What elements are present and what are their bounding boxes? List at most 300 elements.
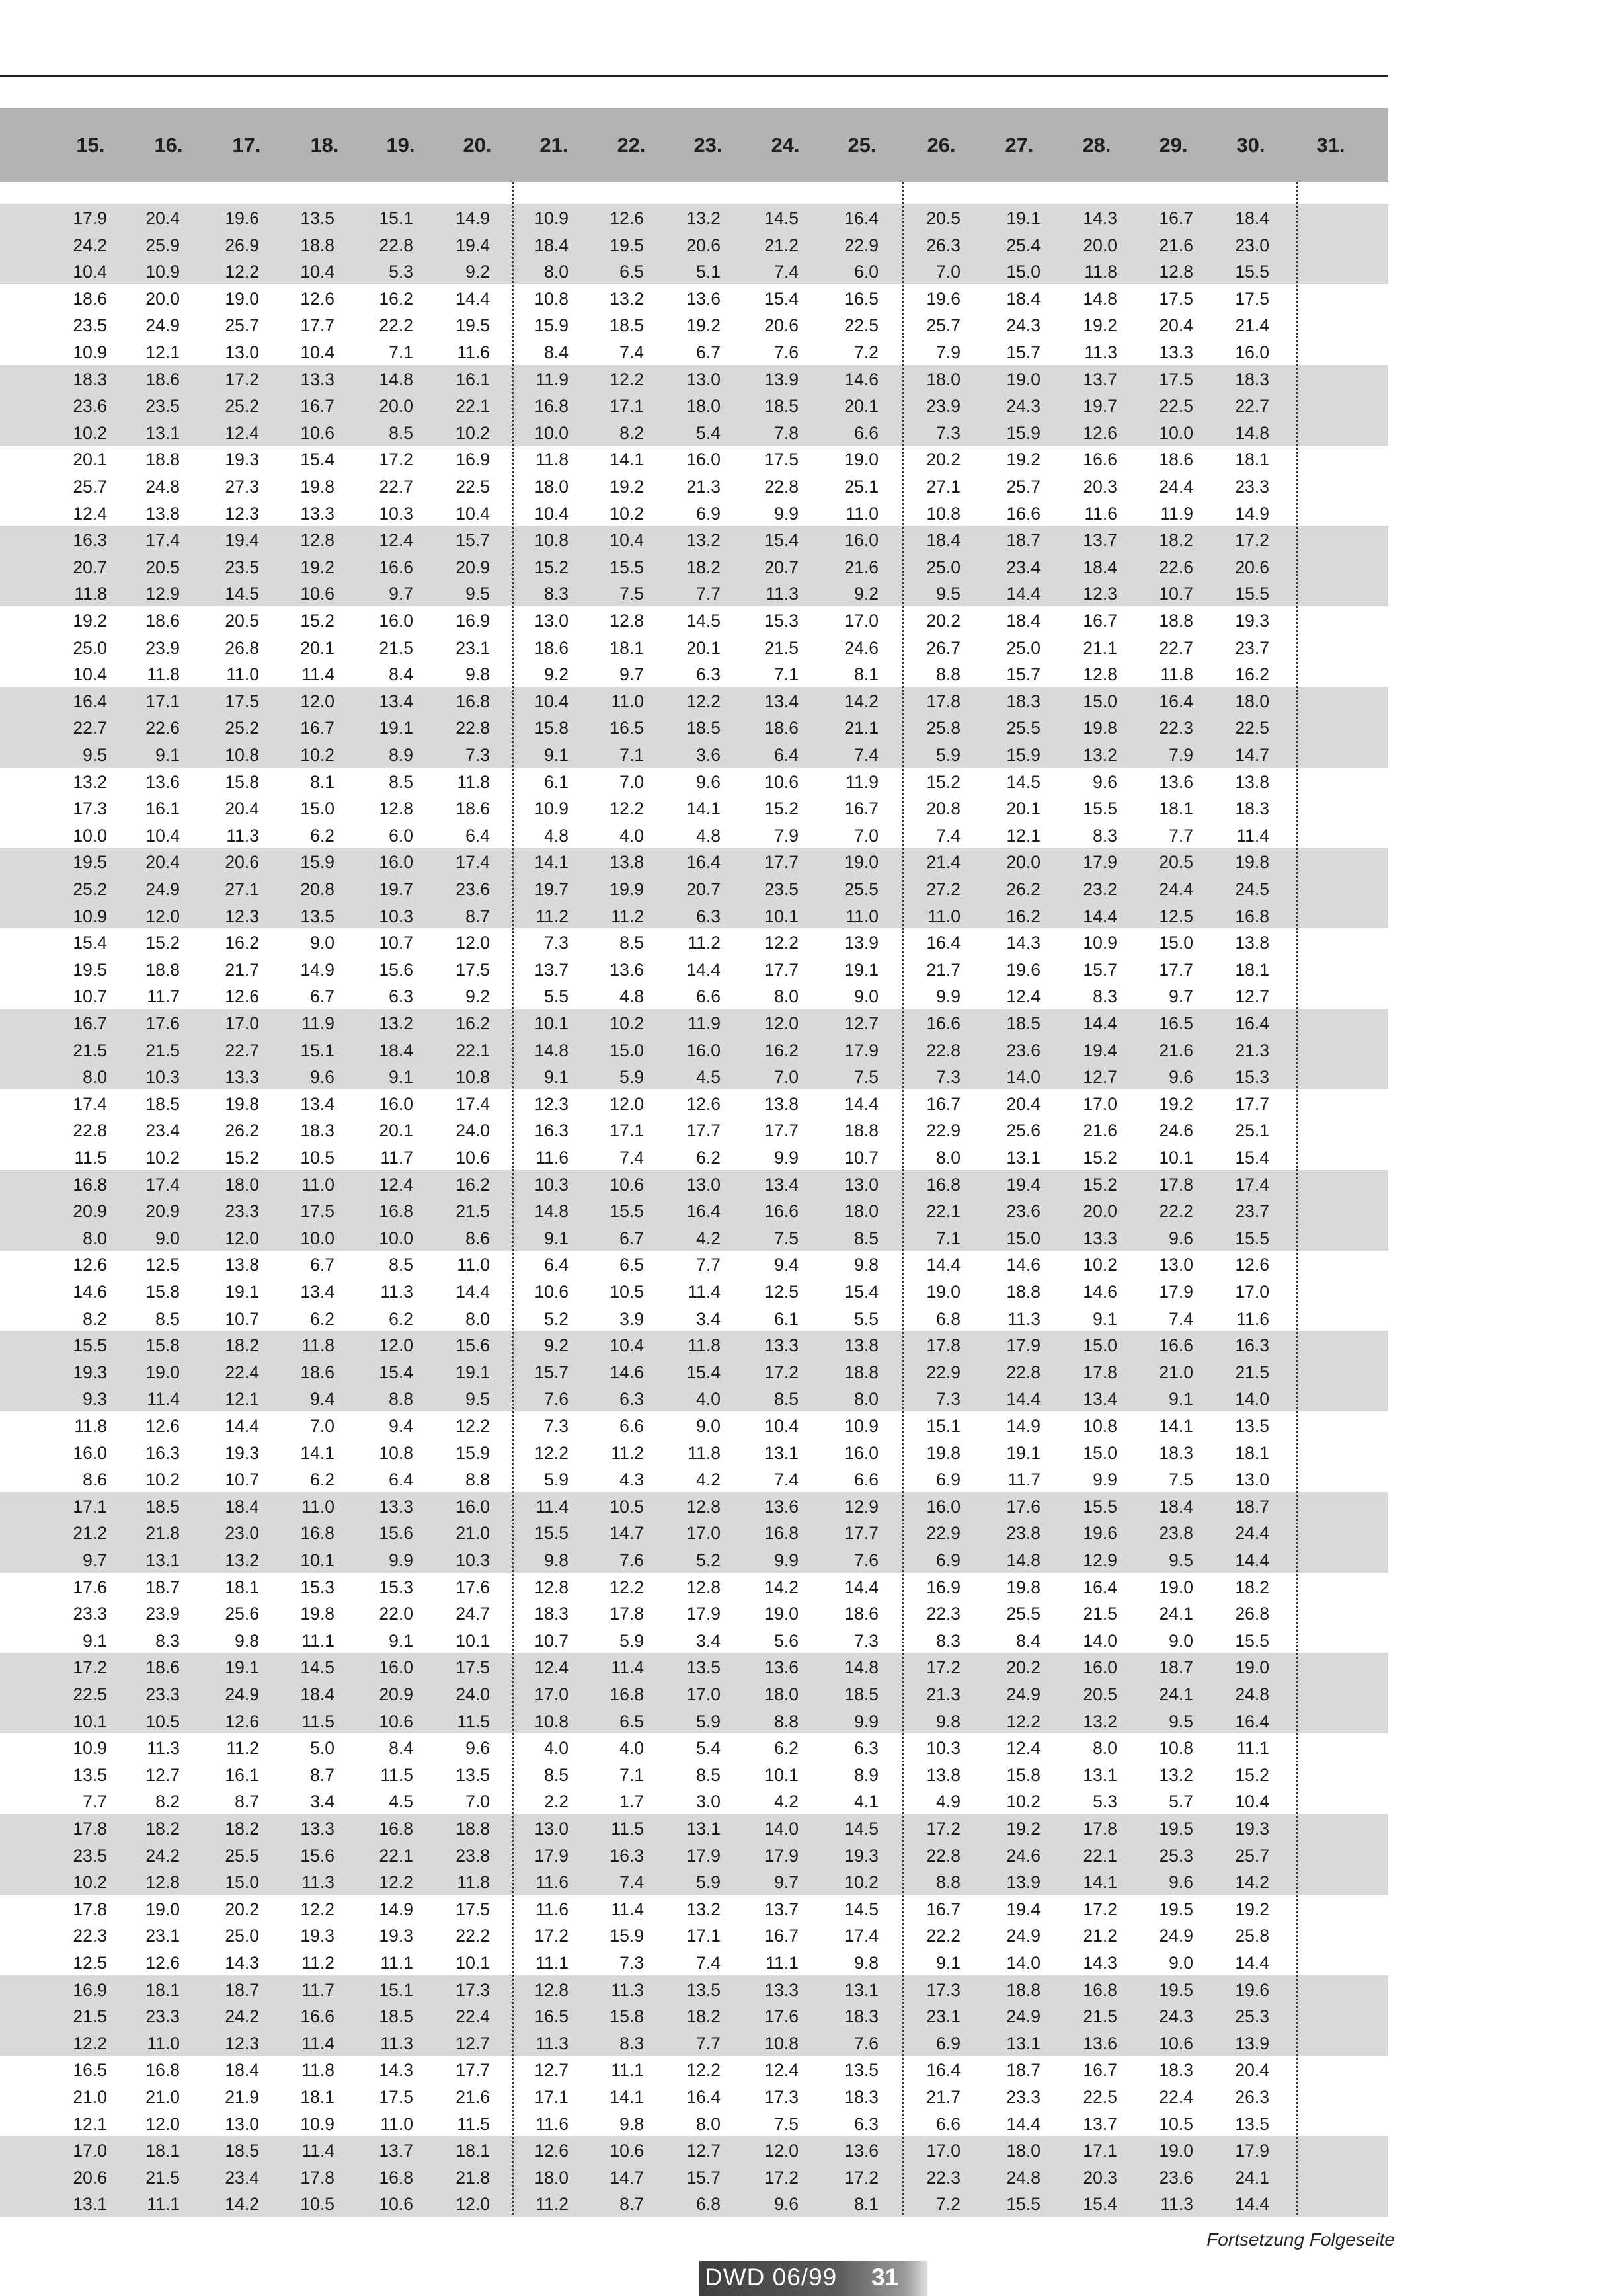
table-cell: 17.7 (844, 1523, 879, 1544)
table-cell: 18.6 (145, 369, 180, 389)
table-cell: 10.6 (300, 422, 334, 443)
table-cell: 4.0 (544, 1738, 569, 1759)
table-cell: 19.4 (1083, 1040, 1117, 1060)
table-cell: 17.0 (844, 611, 879, 631)
table-cell: 17.1 (610, 396, 644, 416)
table-cell: 4.0 (696, 1389, 721, 1409)
table-cell: 15.5 (1083, 1496, 1117, 1517)
table-row (0, 1681, 1388, 1708)
table-cell: 19.1 (1006, 208, 1041, 228)
table-cell: 12.3 (534, 1093, 569, 1114)
table-cell: 9.2 (465, 986, 490, 1007)
table-cell: 18.4 (1083, 557, 1117, 577)
table-cell: 13.0 (1235, 1470, 1269, 1490)
table-cell: 18.5 (686, 718, 721, 738)
table-cell: 7.3 (544, 933, 569, 953)
table-cell: 17.8 (73, 1899, 107, 1919)
table-cell: 15.4 (686, 1362, 721, 1382)
table-cell: 20.2 (926, 611, 961, 631)
table-row (0, 1815, 1388, 1842)
table-cell: 12.8 (379, 799, 413, 819)
table-cell: 13.1 (1006, 1148, 1041, 1168)
table-cell: 17.5 (300, 1201, 334, 1222)
table-cell: 22.5 (455, 477, 490, 496)
table-cell: 16.4 (1083, 1577, 1117, 1597)
table-cell: 21.7 (926, 959, 961, 980)
table-cell: 16.4 (73, 691, 107, 711)
table-cell: 23.9 (145, 637, 180, 658)
table-cell: 8.5 (544, 1764, 569, 1785)
table-cell: 16.8 (1235, 906, 1269, 926)
table-cell: 14.9 (1235, 503, 1269, 524)
table-cell: 14.6 (1006, 1255, 1041, 1275)
table-cell: 23.5 (73, 1845, 107, 1866)
table-cell: 16.4 (1235, 1013, 1269, 1033)
table-cell: 18.6 (1159, 450, 1193, 470)
table-row (0, 983, 1388, 1010)
table-row (0, 1466, 1388, 1493)
table-cell: 6.8 (936, 1308, 961, 1329)
table-cell: 20.9 (145, 1201, 180, 1222)
table-cell: 16.3 (610, 1845, 644, 1866)
table-cell: 7.7 (696, 1255, 721, 1275)
table-cell: 8.3 (1093, 825, 1117, 846)
table-cell: 12.0 (145, 906, 180, 926)
table-cell: 4.2 (696, 1470, 721, 1490)
table-cell: 12.7 (844, 1013, 879, 1033)
table-cell: 16.9 (455, 611, 490, 631)
table-cell: 25.5 (1006, 1604, 1041, 1624)
table-row (0, 1306, 1388, 1333)
table-cell: 15.2 (926, 772, 961, 792)
table-cell: 23.3 (73, 1604, 107, 1624)
table-cell: 11.6 (457, 342, 490, 362)
table-cell: 16.2 (455, 1013, 490, 1033)
table-cell: 16.3 (1235, 1335, 1269, 1356)
table-cell: 9.9 (774, 1550, 799, 1570)
issue-label: DWD 06/99 (705, 2264, 838, 2291)
table-cell: 11.0 (927, 906, 961, 926)
table-cell: 18.3 (844, 2006, 879, 2027)
table-cell: 23.6 (1159, 2167, 1193, 2188)
table-cell: 17.2 (534, 1926, 569, 1946)
table-cell: 13.5 (300, 208, 334, 228)
table-cell: 11.5 (457, 2114, 490, 2134)
table-cell: 16.1 (455, 369, 490, 389)
table-cell: 18.6 (73, 288, 107, 309)
table-cell: 15.5 (73, 1335, 107, 1356)
table-cell: 18.8 (1006, 1979, 1041, 2000)
table-cell: 21.6 (1159, 235, 1193, 255)
table-cell: 6.2 (774, 1738, 799, 1759)
table-cell: 22.9 (926, 1362, 961, 1382)
table-cell: 13.5 (686, 1979, 721, 2000)
table-cell: 16.7 (300, 718, 334, 738)
table-cell: 18.0 (926, 369, 961, 389)
table-cell: 20.9 (73, 1201, 107, 1222)
table-cell: 11.8 (1084, 262, 1117, 282)
table-cell: 6.7 (696, 342, 721, 362)
table-cell: 8.2 (155, 1792, 180, 1812)
table-cell: 19.1 (1006, 1443, 1041, 1463)
table-cell: 10.4 (534, 503, 569, 524)
table-cell: 20.0 (145, 288, 180, 309)
table-cell: 15.8 (145, 1335, 180, 1356)
table-cell: 21.5 (764, 637, 799, 658)
table-cell: 16.6 (1006, 503, 1041, 524)
table-cell: 7.1 (774, 664, 799, 685)
table-cell: 10.6 (455, 1148, 490, 1168)
table-cell: 20.0 (1083, 1201, 1117, 1222)
table-cell: 16.5 (844, 288, 879, 309)
table-cell: 13.5 (844, 2060, 879, 2080)
table-cell: 10.4 (610, 1335, 644, 1356)
table-cell: 18.4 (225, 2060, 259, 2080)
table-cell: 6.2 (696, 1148, 721, 1168)
table-cell: 25.5 (225, 1845, 259, 1866)
table-cell: 10.6 (379, 2194, 413, 2215)
table-cell: 13.3 (1083, 1228, 1117, 1248)
table-cell: 12.8 (686, 1577, 721, 1597)
table-cell: 4.0 (619, 825, 644, 846)
table-cell: 18.4 (1006, 288, 1041, 309)
table-cell: 14.1 (1159, 1416, 1193, 1436)
table-cell: 25.0 (926, 557, 961, 577)
table-row (0, 339, 1388, 366)
table-cell: 8.9 (389, 745, 413, 765)
table-cell: 13.0 (225, 2114, 259, 2134)
table-cell: 24.4 (1159, 477, 1193, 496)
day-header: 27. (1005, 134, 1034, 157)
table-cell: 16.0 (844, 530, 879, 551)
table-cell: 9.8 (854, 1255, 879, 1275)
table-cell: 17.6 (73, 1577, 107, 1597)
table-cell: 11.3 (147, 1738, 180, 1759)
table-cell: 10.7 (1159, 584, 1193, 604)
table-cell: 12.7 (1083, 1067, 1117, 1088)
table-cell: 11.8 (74, 1416, 107, 1436)
table-cell: 11.7 (380, 1148, 413, 1168)
table-cell: 15.6 (379, 959, 413, 980)
table-cell: 9.1 (83, 1630, 107, 1651)
table-cell: 19.0 (926, 1282, 961, 1302)
table-cell: 27.3 (225, 477, 259, 496)
table-cell: 16.7 (300, 396, 334, 416)
table-cell: 9.2 (854, 584, 879, 604)
table-cell: 21.0 (73, 2087, 107, 2107)
table-cell: 20.8 (300, 879, 334, 899)
table-cell: 26.9 (225, 235, 259, 255)
table-cell: 15.4 (844, 1282, 879, 1302)
table-cell: 15.5 (1083, 799, 1117, 819)
table-cell: 13.2 (73, 772, 107, 792)
table-cell: 17.9 (1235, 2141, 1269, 2161)
table-cell: 13.8 (225, 1255, 259, 1275)
table-cell: 8.4 (1016, 1630, 1041, 1651)
day-header: 23. (693, 134, 723, 157)
table-cell: 6.3 (696, 664, 721, 685)
table-cell: 15.9 (1006, 422, 1041, 443)
table-cell: 10.5 (610, 1496, 644, 1517)
table-row (0, 1520, 1388, 1547)
table-cell: 11.3 (535, 2033, 569, 2053)
table-cell: 16.2 (379, 288, 413, 309)
table-cell: 16.4 (1235, 1711, 1269, 1731)
table-cell: 16.8 (1083, 1979, 1117, 2000)
table-cell: 13.2 (1083, 1711, 1117, 1731)
table-cell: 9.1 (544, 1067, 569, 1088)
table-cell: 20.0 (1083, 235, 1117, 255)
table-cell: 10.2 (1006, 1792, 1041, 1812)
table-cell: 12.6 (1235, 1255, 1269, 1275)
table-cell: 22.7 (379, 477, 413, 496)
table-cell: 6.4 (774, 745, 799, 765)
table-cell: 21.3 (926, 1684, 961, 1704)
table-cell: 12.2 (610, 799, 644, 819)
table-cell: 17.8 (1159, 1174, 1193, 1195)
table-cell: 22.2 (926, 1926, 961, 1946)
table-cell: 5.5 (544, 986, 569, 1007)
table-row (0, 1950, 1388, 1977)
day-header: 22. (617, 134, 646, 157)
table-cell: 13.8 (610, 852, 644, 873)
table-cell: 25.0 (73, 637, 107, 658)
table-cell: 12.7 (1235, 986, 1269, 1007)
table-cell: 18.3 (1006, 691, 1041, 711)
table-cell: 7.4 (936, 825, 961, 846)
table-row (0, 527, 1388, 554)
table-cell: 9.6 (696, 772, 721, 792)
table-cell: 19.2 (610, 477, 644, 496)
table-cell: 13.0 (686, 369, 721, 389)
table-cell: 10.6 (300, 584, 334, 604)
table-cell: 16.4 (686, 852, 721, 873)
table-cell: 16.0 (926, 1496, 961, 1517)
table-row (0, 1144, 1388, 1171)
table-cell: 23.5 (73, 315, 107, 336)
table-cell: 7.3 (619, 1953, 644, 1973)
table-row (0, 580, 1388, 608)
day-header: 21. (539, 134, 569, 157)
table-cell: 21.5 (73, 2006, 107, 2027)
table-cell: 20.4 (1006, 1093, 1041, 1114)
table-cell: 17.7 (1159, 959, 1193, 980)
table-cell: 13.3 (225, 1067, 259, 1088)
table-cell: 3.4 (310, 1792, 334, 1812)
table-cell: 20.5 (145, 557, 180, 577)
table-cell: 15.2 (225, 1148, 259, 1168)
table-cell: 17.5 (455, 1899, 490, 1919)
table-cell: 10.1 (455, 1953, 490, 1973)
table-cell: 9.3 (83, 1389, 107, 1409)
table-row (0, 1628, 1388, 1655)
table-cell: 11.0 (846, 906, 879, 926)
table-cell: 25.1 (844, 477, 879, 496)
table-cell: 9.5 (1169, 1550, 1193, 1570)
table-cell: 17.2 (926, 1819, 961, 1839)
table-cell: 15.3 (1235, 1067, 1269, 1088)
table-cell: 13.3 (379, 1496, 413, 1517)
table-cell: 24.2 (145, 1845, 180, 1866)
table-cell: 8.1 (854, 664, 879, 685)
table-cell: 18.6 (534, 637, 569, 658)
table-cell: 13.9 (1235, 2033, 1269, 2053)
table-cell: 18.8 (1006, 1282, 1041, 1302)
table-cell: 11.0 (457, 1255, 490, 1275)
table-cell: 18.5 (1006, 1013, 1041, 1033)
table-cell: 16.9 (926, 1577, 961, 1597)
table-cell: 18.5 (610, 315, 644, 336)
table-cell: 16.0 (844, 1443, 879, 1463)
table-cell: 14.1 (534, 852, 569, 873)
table-cell: 7.5 (619, 584, 644, 604)
table-cell: 8.4 (544, 342, 569, 362)
table-cell: 8.7 (619, 2194, 644, 2215)
table-cell: 10.3 (379, 503, 413, 524)
table-cell: 13.1 (686, 1819, 721, 1839)
table-cell: 18.1 (1235, 959, 1269, 980)
table-cell: 11.4 (535, 1496, 569, 1517)
table-cell: 19.0 (225, 288, 259, 309)
table-cell: 13.5 (455, 1764, 490, 1785)
table-cell: 18.2 (225, 1819, 259, 1839)
table-cell: 11.6 (535, 1899, 569, 1919)
table-cell: 11.7 (147, 986, 180, 1007)
table-row (0, 688, 1388, 715)
table-cell: 10.1 (764, 906, 799, 926)
table-cell: 6.7 (619, 1228, 644, 1248)
table-row (0, 205, 1388, 232)
table-cell: 10.7 (534, 1630, 569, 1651)
table-cell: 14.3 (225, 1953, 259, 1973)
table-cell: 9.6 (310, 1067, 334, 1088)
table-cell: 9.1 (1093, 1308, 1117, 1329)
table-cell: 20.6 (764, 315, 799, 336)
table-cell: 10.7 (225, 1470, 259, 1490)
table-cell: 13.0 (225, 342, 259, 362)
table-cell: 17.4 (73, 1093, 107, 1114)
table-cell: 11.3 (766, 584, 799, 604)
table-cell: 9.1 (544, 745, 569, 765)
table-cell: 15.1 (300, 1040, 334, 1060)
table-cell: 10.4 (610, 530, 644, 551)
table-cell: 25.7 (1235, 1845, 1269, 1866)
table-cell: 19.5 (1159, 1819, 1193, 1839)
table-cell: 7.7 (696, 2033, 721, 2053)
table-cell: 9.9 (1093, 1470, 1117, 1490)
table-cell: 17.4 (145, 1174, 180, 1195)
table-cell: 6.6 (854, 422, 879, 443)
table-cell: 11.5 (457, 1711, 490, 1731)
table-cell: 12.2 (455, 1416, 490, 1436)
table-row (0, 1064, 1388, 1091)
table-cell: 15.5 (1235, 584, 1269, 604)
table-cell: 24.3 (1006, 315, 1041, 336)
table-cell: 9.2 (544, 664, 569, 685)
table-cell: 14.5 (300, 1657, 334, 1678)
table-cell: 17.7 (686, 1121, 721, 1141)
table-cell: 18.6 (764, 718, 799, 738)
table-cell: 7.1 (389, 342, 413, 362)
table-cell: 14.7 (610, 1523, 644, 1544)
table-cell: 6.4 (389, 1470, 413, 1490)
table-cell: 13.5 (686, 1657, 721, 1678)
table-cell: 19.3 (225, 450, 259, 470)
table-cell: 12.2 (379, 1872, 413, 1893)
table-cell: 19.5 (1159, 1979, 1193, 2000)
table-cell: 14.2 (1235, 1872, 1269, 1893)
table-cell: 11.5 (611, 1819, 644, 1839)
table-cell: 6.6 (936, 2114, 961, 2134)
table-cell: 11.8 (688, 1443, 721, 1463)
table-cell: 13.4 (300, 1093, 334, 1114)
table-cell: 13.6 (764, 1657, 799, 1678)
table-cell: 21.5 (145, 1040, 180, 1060)
table-cell: 7.3 (544, 1416, 569, 1436)
table-cell: 22.9 (926, 1121, 961, 1141)
table-cell: 6.3 (619, 1389, 644, 1409)
table-cell: 12.4 (1006, 1738, 1041, 1759)
table-cell: 11.3 (380, 1282, 413, 1302)
table-cell: 9.5 (465, 1389, 490, 1409)
table-cell: 18.3 (1159, 1443, 1193, 1463)
table-cell: 9.0 (1169, 1953, 1193, 1973)
table-cell: 5.9 (696, 1872, 721, 1893)
table-cell: 24.9 (145, 315, 180, 336)
table-cell: 6.7 (310, 1255, 334, 1275)
table-cell: 15.5 (610, 557, 644, 577)
table-cell: 15.8 (534, 718, 569, 738)
table-cell: 21.5 (1083, 1604, 1117, 1624)
table-cell: 10.0 (1159, 422, 1193, 443)
table-cell: 5.4 (696, 422, 721, 443)
table-cell: 9.6 (1169, 1872, 1193, 1893)
table-cell: 11.5 (301, 1711, 334, 1731)
table-cell: 19.8 (1235, 852, 1269, 873)
table-cell: 19.8 (225, 1093, 259, 1114)
table-cell: 21.6 (1083, 1121, 1117, 1141)
table-cell: 16.6 (1159, 1335, 1193, 1356)
table-cell: 8.5 (389, 772, 413, 792)
table-cell: 24.1 (1159, 1604, 1193, 1624)
table-cell: 11.3 (1007, 1308, 1041, 1329)
table-cell: 19.8 (1083, 718, 1117, 738)
day-header: 25. (847, 134, 877, 157)
table-cell: 15.9 (300, 852, 334, 873)
table-cell: 7.5 (1169, 1470, 1193, 1490)
table-cell: 14.4 (1235, 2194, 1269, 2215)
table-cell: 18.3 (1235, 369, 1269, 389)
table-cell: 13.6 (1083, 2033, 1117, 2053)
day-header: 28. (1082, 134, 1111, 157)
table-cell: 12.2 (610, 369, 644, 389)
table-cell: 18.4 (225, 1496, 259, 1517)
table-cell: 12.2 (764, 933, 799, 953)
table-row (0, 1198, 1388, 1225)
table-cell: 9.4 (310, 1389, 334, 1409)
table-cell: 21.7 (926, 2087, 961, 2107)
table-cell: 20.4 (145, 852, 180, 873)
table-cell: 22.7 (225, 1040, 259, 1060)
table-cell: 15.4 (764, 530, 799, 551)
table-cell: 15.6 (379, 1523, 413, 1544)
day-header: 18. (310, 134, 339, 157)
table-cell: 24.6 (1006, 1845, 1041, 1866)
table-cell: 10.0 (534, 422, 569, 443)
table-cell: 25.4 (1006, 235, 1041, 255)
table-cell: 12.4 (379, 530, 413, 551)
table-row (0, 1735, 1388, 1762)
